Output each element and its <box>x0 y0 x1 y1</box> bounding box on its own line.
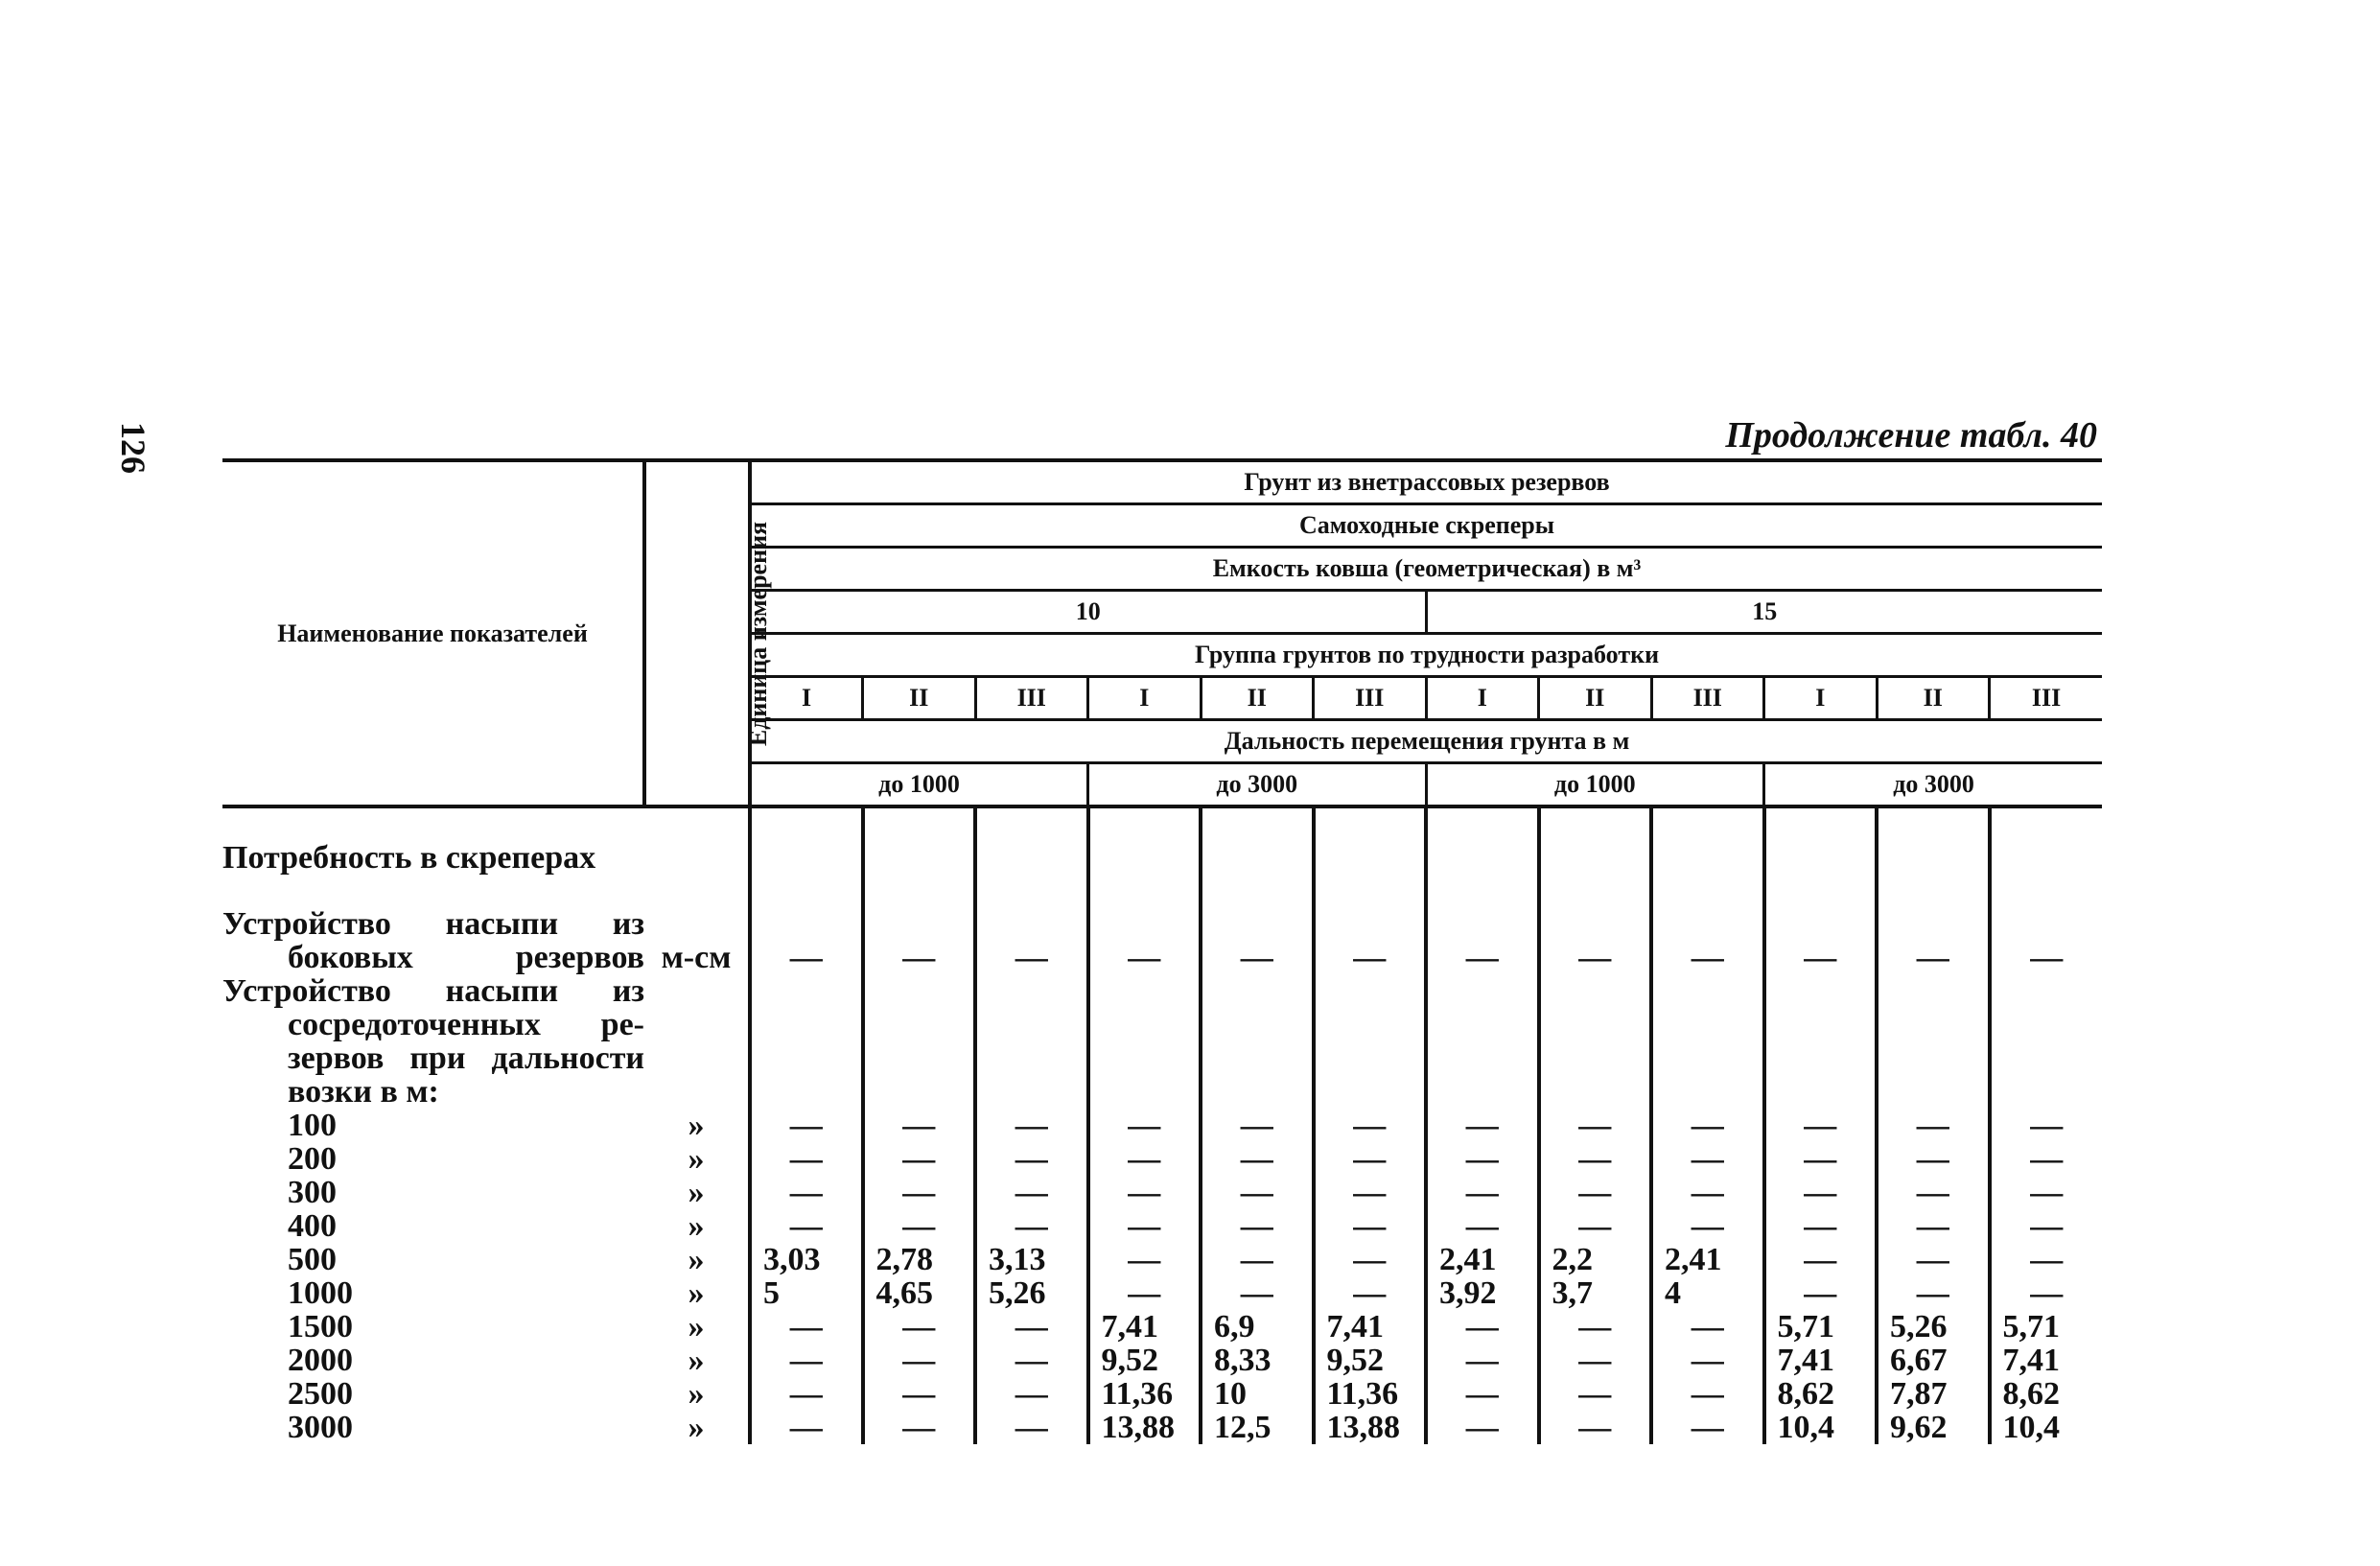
table-cell: — <box>750 1344 863 1377</box>
table-cell: — <box>1314 1109 1427 1142</box>
table-cell: — <box>1877 1109 1990 1142</box>
table-cell: — <box>1314 1142 1427 1176</box>
source-header: Грунт из внетрассовых резервов <box>750 460 2102 504</box>
table-cell: 13,88 <box>1088 1411 1202 1444</box>
table-cell: — <box>1088 1142 1202 1176</box>
table-cell: — <box>1651 1109 1764 1142</box>
row-label: Устройство насыпи из <box>222 973 644 1009</box>
table-cell: — <box>975 1377 1088 1411</box>
table-cell: 4,65 <box>863 1276 976 1310</box>
table-cell: 10 <box>1201 1377 1314 1411</box>
table-cell: — <box>2030 1141 2064 1177</box>
table-cell: — <box>1764 1209 1878 1243</box>
table-cell: — <box>2030 940 2064 975</box>
table-cell: — <box>1088 941 1202 974</box>
table-cell: 2,41 <box>1426 1243 1539 1276</box>
group-header: III <box>1314 677 1427 720</box>
table-cell: — <box>1201 1142 1314 1176</box>
table-cell: 8,33 <box>1201 1344 1314 1377</box>
row-unit: » <box>644 1243 750 1276</box>
table-cell: — <box>1539 1209 1652 1243</box>
table-cell: — <box>2030 1242 2064 1277</box>
unit-column-label: Единица измерения <box>744 521 773 746</box>
table-cell: — <box>863 1310 976 1344</box>
table-cell: — <box>750 941 863 974</box>
table-cell: — <box>1539 1411 1652 1444</box>
table-cell: — <box>1539 1310 1652 1344</box>
table-cell: 2,41 <box>1651 1243 1764 1276</box>
table-cell: 2,2 <box>1539 1243 1652 1276</box>
table-cell: — <box>863 1176 976 1209</box>
group-header: I <box>750 677 863 720</box>
table-cell: — <box>1877 1243 1990 1276</box>
row-label: сосредоточенных ре- <box>288 1007 644 1042</box>
table-cell: — <box>1539 1142 1652 1176</box>
table-cell: — <box>1651 1209 1764 1243</box>
table-cell: — <box>1764 1243 1878 1276</box>
group-header: I <box>1426 677 1539 720</box>
row-label: возки в м: <box>288 1074 439 1110</box>
name-column-header: Наименование показателей <box>222 460 644 806</box>
table-cell: 9,62 <box>1877 1411 1990 1444</box>
table-cell: — <box>2030 1108 2064 1143</box>
table-cell: — <box>1088 1243 1202 1276</box>
table-cell: — <box>1539 1176 1652 1209</box>
table-cell: 3,92 <box>1426 1276 1539 1310</box>
table-cell: 7,87 <box>1877 1377 1990 1411</box>
table-cell: — <box>1088 1209 1202 1243</box>
table-cell: — <box>1764 941 1878 974</box>
table-cell: — <box>1651 1411 1764 1444</box>
table-cell: — <box>1877 1276 1990 1310</box>
table-cell: 6,9 <box>1201 1310 1314 1344</box>
row-unit: » <box>644 1276 750 1310</box>
distance-value: до 1000 <box>1426 763 1764 807</box>
table-cell: — <box>1764 1109 1878 1142</box>
row-label: 2500 <box>288 1376 353 1412</box>
table-cell: — <box>1426 1142 1539 1176</box>
unit-column-header <box>644 460 773 806</box>
table-cell: — <box>1651 1142 1764 1176</box>
table-cell: — <box>863 1411 976 1444</box>
table-cell: — <box>1764 1276 1878 1310</box>
table-cell: — <box>975 1176 1088 1209</box>
table-cell: — <box>975 1411 1088 1444</box>
table-cell: — <box>1877 1142 1990 1176</box>
row-label: 2000 <box>288 1343 353 1378</box>
table-cell: — <box>1764 1176 1878 1209</box>
row-label: 1500 <box>288 1309 353 1344</box>
table-cell: — <box>1539 1377 1652 1411</box>
table-cell: — <box>863 1109 976 1142</box>
table-row <box>222 1377 2102 1411</box>
table-cell: — <box>975 1209 1088 1243</box>
table-cell: — <box>1651 941 1764 974</box>
distance-header: Дальность перемещения грунта в м <box>750 720 2102 763</box>
table-cell: — <box>1201 1209 1314 1243</box>
table-cell: — <box>1877 941 1990 974</box>
table-cell: — <box>1651 1310 1764 1344</box>
row-label: боковых резервов <box>288 940 644 975</box>
row-label: зервов при дальности <box>288 1040 644 1076</box>
table-cell: — <box>750 1209 863 1243</box>
table-cell: 13,88 <box>1314 1411 1427 1444</box>
row-unit: м-см <box>644 941 750 974</box>
table-cell: — <box>975 1109 1088 1142</box>
row-label: 100 <box>288 1108 337 1143</box>
table-cell: — <box>1314 1243 1427 1276</box>
row-unit: » <box>644 1344 750 1377</box>
table-cell: — <box>1088 1276 1202 1310</box>
soil-group-header: Группа грунтов по трудности разработки <box>750 634 2102 677</box>
table-cell: — <box>750 1109 863 1142</box>
table-cell: 3,13 <box>975 1243 1088 1276</box>
table-cell: — <box>975 1310 1088 1344</box>
capacity-header: Емкость ковша (геометрическая) в м³ <box>750 548 2102 591</box>
table-cell: — <box>1539 1344 1652 1377</box>
table-cell: 11,36 <box>1088 1377 1202 1411</box>
capacity-value-15: 15 <box>1426 591 2102 634</box>
row-unit: » <box>644 1377 750 1411</box>
table-cell: — <box>1201 1176 1314 1209</box>
table-cell: 11,36 <box>1314 1377 1427 1411</box>
group-header: II <box>1539 677 1652 720</box>
group-header: I <box>1764 677 1878 720</box>
group-header: I <box>1088 677 1202 720</box>
table-cell: 6,67 <box>1877 1344 1990 1377</box>
table-cell: — <box>2030 1175 2064 1210</box>
table-cell: — <box>1426 1109 1539 1142</box>
table-cell: — <box>1426 941 1539 974</box>
group-header: III <box>1651 677 1764 720</box>
table-cell: 7,41 <box>2002 1343 2060 1378</box>
row-label: 300 <box>288 1175 337 1210</box>
group-header: II <box>1201 677 1314 720</box>
table-cell: 2,78 <box>863 1243 976 1276</box>
table-cell: — <box>750 1377 863 1411</box>
table-cell: — <box>750 1411 863 1444</box>
table-cell: — <box>1088 1109 1202 1142</box>
table-cell: 4 <box>1651 1276 1764 1310</box>
table-row <box>222 1344 2102 1377</box>
table-cell: — <box>2030 1208 2064 1244</box>
table-cell: 3,03 <box>750 1243 863 1276</box>
table-cell: 7,41 <box>1314 1310 1427 1344</box>
table-cell: 12,5 <box>1201 1411 1314 1444</box>
group-header: III <box>1990 677 2103 720</box>
table-cell: — <box>1426 1176 1539 1209</box>
table-cell: — <box>975 1142 1088 1176</box>
table-cell: 9,52 <box>1088 1344 1202 1377</box>
table-cell: — <box>863 941 976 974</box>
group-header: III <box>975 677 1088 720</box>
table-cell: — <box>1201 941 1314 974</box>
row-unit: » <box>644 1310 750 1344</box>
table-row <box>222 1276 2102 1310</box>
table-cell: — <box>1426 1310 1539 1344</box>
table-cell: 5 <box>750 1276 863 1310</box>
row-label: 3000 <box>288 1410 353 1445</box>
row-label: Устройство насыпи из <box>222 906 644 942</box>
distance-value: до 3000 <box>1764 763 2103 807</box>
table-cell: — <box>1314 1276 1427 1310</box>
table-cell: 8,62 <box>1764 1377 1878 1411</box>
distance-value: до 3000 <box>1088 763 1427 807</box>
table-cell: 5,71 <box>1764 1310 1878 1344</box>
table-cell: — <box>863 1209 976 1243</box>
table-row <box>222 1243 2102 1276</box>
table-cell: — <box>1651 1176 1764 1209</box>
row-unit: » <box>644 1142 750 1176</box>
table-cell: — <box>1201 1276 1314 1310</box>
table-cell: — <box>1426 1377 1539 1411</box>
table-cell: — <box>1539 941 1652 974</box>
group-header: II <box>1877 677 1990 720</box>
row-unit: » <box>644 1411 750 1444</box>
capacity-value-10: 10 <box>750 591 1426 634</box>
row-unit: » <box>644 1109 750 1142</box>
table-cell: 7,41 <box>1764 1344 1878 1377</box>
table-cell: 5,26 <box>1877 1310 1990 1344</box>
table-cell: 3,7 <box>1539 1276 1652 1310</box>
table-cell: — <box>1314 1209 1427 1243</box>
table-cell: 5,26 <box>975 1276 1088 1310</box>
table-cell: 7,41 <box>1088 1310 1202 1344</box>
table-cell: — <box>1877 1176 1990 1209</box>
table-cell: — <box>2030 1275 2064 1311</box>
row-label: 1000 <box>288 1275 353 1311</box>
table-cell: — <box>1539 1109 1652 1142</box>
table-cell: — <box>750 1142 863 1176</box>
table-cell: — <box>863 1142 976 1176</box>
table-cell: 8,62 <box>2002 1376 2060 1412</box>
table-cell: — <box>1088 1176 1202 1209</box>
table-cell: 5,71 <box>2002 1309 2060 1344</box>
data-table <box>222 458 2102 1444</box>
table-cell: — <box>750 1176 863 1209</box>
section-title: Потребность в скреперах <box>222 840 596 876</box>
table-cell: — <box>863 1344 976 1377</box>
row-label: 500 <box>288 1242 337 1277</box>
table-cell: — <box>975 1344 1088 1377</box>
table-cell: 10,4 <box>2002 1410 2060 1445</box>
row-label: 200 <box>288 1141 337 1177</box>
row-unit: » <box>644 1209 750 1243</box>
page-number: 126 <box>114 422 152 474</box>
table-caption: Продолжение табл. 40 <box>1725 415 2097 456</box>
table-row <box>222 1411 2102 1444</box>
table-row <box>222 1310 2102 1344</box>
table-cell: — <box>1314 1176 1427 1209</box>
row-unit: » <box>644 1176 750 1209</box>
table-cell: — <box>1426 1344 1539 1377</box>
table-cell: 10,4 <box>1764 1411 1878 1444</box>
table-cell: — <box>1201 1109 1314 1142</box>
table-cell: — <box>1201 1243 1314 1276</box>
machine-header: Самоходные скреперы <box>750 504 2102 548</box>
table-cell: — <box>1426 1209 1539 1243</box>
table-row <box>222 1142 2102 1176</box>
table-cell: 9,52 <box>1314 1344 1427 1377</box>
table-cell: — <box>863 1377 976 1411</box>
table-cell: — <box>750 1310 863 1344</box>
table-cell: — <box>1764 1142 1878 1176</box>
table-cell: — <box>1314 941 1427 974</box>
table-row <box>222 1109 2102 1142</box>
table-cell: — <box>1877 1209 1990 1243</box>
row-label: 400 <box>288 1208 337 1244</box>
group-header: II <box>863 677 976 720</box>
distance-value: до 1000 <box>750 763 1088 807</box>
table-row <box>222 1209 2102 1243</box>
table-cell: — <box>1651 1377 1764 1411</box>
table-row <box>222 1176 2102 1209</box>
table-cell: — <box>1651 1344 1764 1377</box>
table-cell: — <box>1426 1411 1539 1444</box>
table-cell: — <box>975 941 1088 974</box>
